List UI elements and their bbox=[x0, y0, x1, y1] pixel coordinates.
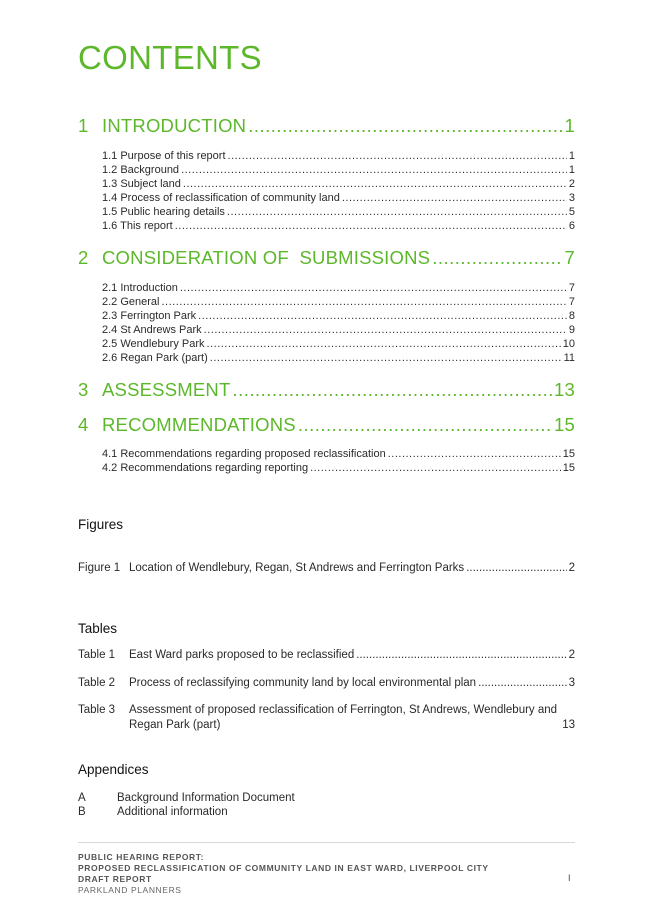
item-page: 5 bbox=[568, 206, 575, 218]
toc-item-2-5[interactable] bbox=[102, 338, 575, 350]
section-number: 3 bbox=[78, 379, 89, 400]
toc-item-1-1[interactable] bbox=[102, 150, 575, 162]
footer-line-1: PUBLIC HEARING REPORT: bbox=[78, 852, 205, 862]
item-label: 2.6 Regan Park (part) bbox=[102, 352, 208, 364]
table-label: Process of reclassifying community land by local environmental plan bbox=[129, 677, 477, 689]
dot-leader bbox=[175, 220, 567, 232]
item-page: 6 bbox=[568, 220, 575, 232]
item-page: 11 bbox=[563, 352, 575, 364]
toc-section-3[interactable] bbox=[78, 379, 575, 401]
dot-leader bbox=[466, 562, 566, 574]
dot-leader bbox=[227, 206, 567, 218]
table-label: East Ward parks proposed to be reclassified bbox=[129, 649, 355, 661]
dot-leader bbox=[228, 150, 567, 162]
item-page: 15 bbox=[562, 448, 575, 460]
dot-leader bbox=[198, 310, 567, 322]
table-caption: Table 3 bbox=[78, 704, 116, 716]
item-page: 1 bbox=[568, 164, 575, 176]
dot-leader bbox=[478, 677, 567, 689]
item-label: 1.3 Subject land bbox=[102, 178, 181, 190]
footer-line-3: DRAFT REPORT bbox=[78, 874, 152, 884]
section-number: 1 bbox=[78, 115, 89, 136]
table-page: 2 bbox=[568, 649, 575, 661]
dot-leader bbox=[161, 296, 566, 308]
dot-leader bbox=[310, 462, 561, 474]
table-label-line-1: Assessment of proposed reclassification of Ferrington, St Andrews, Wendlebury and bbox=[129, 704, 558, 716]
item-page: 1 bbox=[568, 150, 575, 162]
footer-line-2: PROPOSED RECLASSIFICATION OF COMMUNITY LAND IN EAST WARD, LIVERPOOL CITY bbox=[78, 863, 489, 873]
toc-item-1-5[interactable] bbox=[102, 206, 575, 218]
figure-page: 2 bbox=[568, 562, 575, 574]
toc-item-2-2[interactable] bbox=[102, 296, 575, 308]
dot-leader bbox=[298, 414, 552, 436]
table-label-line-2: Regan Park (part) bbox=[129, 719, 221, 731]
dot-leader bbox=[248, 115, 562, 137]
item-page: 10 bbox=[562, 338, 575, 350]
item-label: 2.4 St Andrews Park bbox=[102, 324, 202, 336]
section-title: ASSESSMENT bbox=[102, 379, 231, 400]
toc-section-2[interactable] bbox=[78, 247, 575, 269]
toc-section-4[interactable] bbox=[78, 414, 575, 436]
appendix-label: Background Information Document bbox=[117, 792, 295, 804]
item-label: 4.1 Recommendations regarding proposed reclassification bbox=[102, 448, 386, 460]
dot-leader bbox=[342, 192, 567, 204]
table-entry-2[interactable] bbox=[78, 677, 575, 689]
table-caption: Table 1 bbox=[78, 649, 116, 661]
section-number: 4 bbox=[78, 414, 89, 435]
toc-item-1-4[interactable] bbox=[102, 192, 575, 204]
item-page: 3 bbox=[568, 192, 575, 204]
section-title: INTRODUCTION bbox=[102, 115, 247, 136]
dot-leader bbox=[204, 324, 567, 336]
footer-divider bbox=[78, 842, 575, 843]
page-title: CONTENTS bbox=[78, 39, 262, 76]
page-number: I bbox=[568, 873, 571, 883]
table-label-row-2 bbox=[129, 719, 575, 731]
item-label: 2.2 General bbox=[102, 296, 160, 308]
toc-item-2-3[interactable] bbox=[102, 310, 575, 322]
toc-item-2-1[interactable] bbox=[102, 282, 575, 294]
toc-item-1-2[interactable] bbox=[102, 164, 575, 176]
toc-item-2-4[interactable] bbox=[102, 324, 575, 336]
appendix-entry-b[interactable] bbox=[78, 806, 228, 818]
dot-leader bbox=[232, 379, 552, 401]
toc-item-4-2[interactable] bbox=[102, 462, 575, 474]
item-label: 4.2 Recommendations regarding reporting bbox=[102, 462, 309, 474]
table-entry-1[interactable] bbox=[78, 649, 575, 661]
appendix-letter: B bbox=[78, 806, 86, 818]
table-page: 13 bbox=[562, 719, 575, 731]
appendix-label: Additional information bbox=[117, 806, 228, 818]
item-page: 9 bbox=[568, 324, 575, 336]
figures-heading: Figures bbox=[78, 517, 124, 532]
item-label: 2.1 Introduction bbox=[102, 282, 178, 294]
toc-item-1-6[interactable] bbox=[102, 220, 575, 232]
figure-entry[interactable] bbox=[78, 562, 575, 574]
dot-leader bbox=[181, 164, 567, 176]
section-page: 13 bbox=[554, 379, 575, 400]
section-page: 15 bbox=[554, 414, 575, 435]
dot-leader bbox=[388, 448, 561, 460]
toc-item-2-6[interactable] bbox=[102, 352, 575, 364]
dot-leader bbox=[356, 649, 566, 661]
item-page: 8 bbox=[568, 310, 575, 322]
toc-section-1[interactable] bbox=[78, 115, 575, 137]
item-label: 1.6 This report bbox=[102, 220, 173, 232]
item-page: 15 bbox=[562, 462, 575, 474]
footer-line-4: PARKLAND PLANNERS bbox=[78, 885, 182, 895]
dot-leader bbox=[432, 247, 562, 269]
item-label: 1.4 Process of reclassification of community land bbox=[102, 192, 340, 204]
dot-leader bbox=[183, 178, 567, 190]
appendices-heading: Appendices bbox=[78, 762, 149, 777]
table-caption: Table 2 bbox=[78, 677, 116, 689]
item-label: 1.2 Background bbox=[102, 164, 180, 176]
tables-heading: Tables bbox=[78, 621, 118, 636]
item-label: 1.1 Purpose of this report bbox=[102, 150, 226, 162]
item-label: 2.3 Ferrington Park bbox=[102, 310, 197, 322]
appendix-entry-a[interactable] bbox=[78, 792, 295, 804]
dot-leader bbox=[180, 282, 567, 294]
item-label: 2.5 Wendlebury Park bbox=[102, 338, 205, 350]
figure-label: Location of Wendlebury, Regan, St Andrews and Ferrington Parks bbox=[129, 562, 465, 574]
toc-item-4-1[interactable] bbox=[102, 448, 575, 460]
item-page: 7 bbox=[568, 282, 575, 294]
item-label: 1.5 Public hearing details bbox=[102, 206, 225, 218]
item-page: 2 bbox=[568, 178, 575, 190]
table-page: 3 bbox=[568, 677, 575, 689]
section-number: 2 bbox=[78, 247, 89, 268]
section-page: 7 bbox=[564, 247, 575, 268]
section-page: 1 bbox=[564, 115, 575, 136]
toc-item-1-3[interactable] bbox=[102, 178, 575, 190]
figure-caption: Figure 1 bbox=[78, 562, 121, 574]
dot-leader bbox=[207, 338, 561, 350]
appendix-letter: A bbox=[78, 792, 86, 804]
item-page: 7 bbox=[568, 296, 575, 308]
dot-leader bbox=[210, 352, 562, 364]
section-title: CONSIDERATION OF SUBMISSIONS bbox=[102, 247, 431, 268]
section-title: RECOMMENDATIONS bbox=[102, 414, 296, 435]
